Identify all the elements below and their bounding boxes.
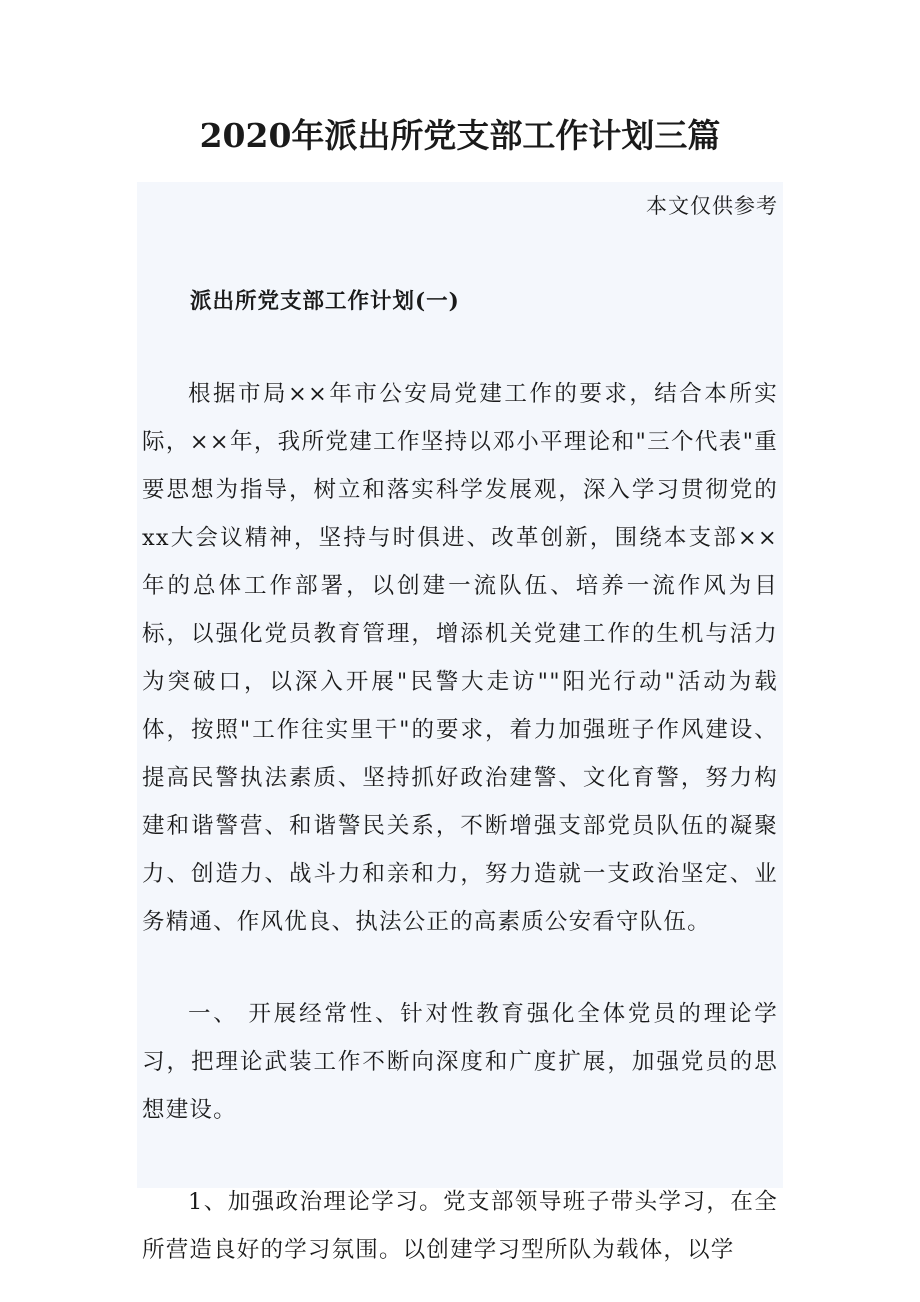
paragraph-intro: 根据市局××年市公安局党建工作的要求，结合本所实际，××年，我所党建工作坚持以邓小平理论和"三个代表"重要思想为指导，树立和落实科学发展观，深入学习贯彻党的xx大会议精神，坚持与时俱进、改革创新，围绕本支部××年的总体工作部署，以创建一流队伍、培养一流作风为目标，以强化党员教育管理，增添机关党建工作的生机与活力为突破口，以深入开展"民警大走访""阳光行动"活动为载体，按照"工作往实里干"的要求，着力加强班子作风建设、提高民警执法素质、坚持抓好政治建警、文化育警，努力构建和谐警营、和谐警民关系，不断增强支部党员队伍的凝聚力、创造力、战斗力和亲和力，努力造就一支政治坚定、业务精通、作风优良、执法公正的高素质公安看守队伍。 (142, 381, 778, 935)
spacer (142, 230, 778, 278)
spacer (142, 946, 778, 990)
reference-note: 本文仅供参考 (646, 194, 778, 218)
document-body (137, 182, 783, 1263)
paragraph-item-one: 一、 开展经常性、针对性教育强化全体党员的理论学习，把理论武装工作不断向深度和广度扩展，加强党员的思想建设。 (142, 1001, 778, 1123)
spacer (142, 1134, 778, 1178)
paragraph-subitem-one: 1、加强政治理论学习。党支部领导班子带头学习，在全所营造良好的学习氛围。以创建学习型所队为载体，以学 (142, 1189, 778, 1263)
document-body-inner (142, 182, 778, 1274)
section-heading: 派出所党支部工作计划(一) (190, 289, 460, 314)
document-title: 2020年派出所党支部工作计划三篇 (199, 116, 721, 155)
spacer (142, 326, 778, 370)
